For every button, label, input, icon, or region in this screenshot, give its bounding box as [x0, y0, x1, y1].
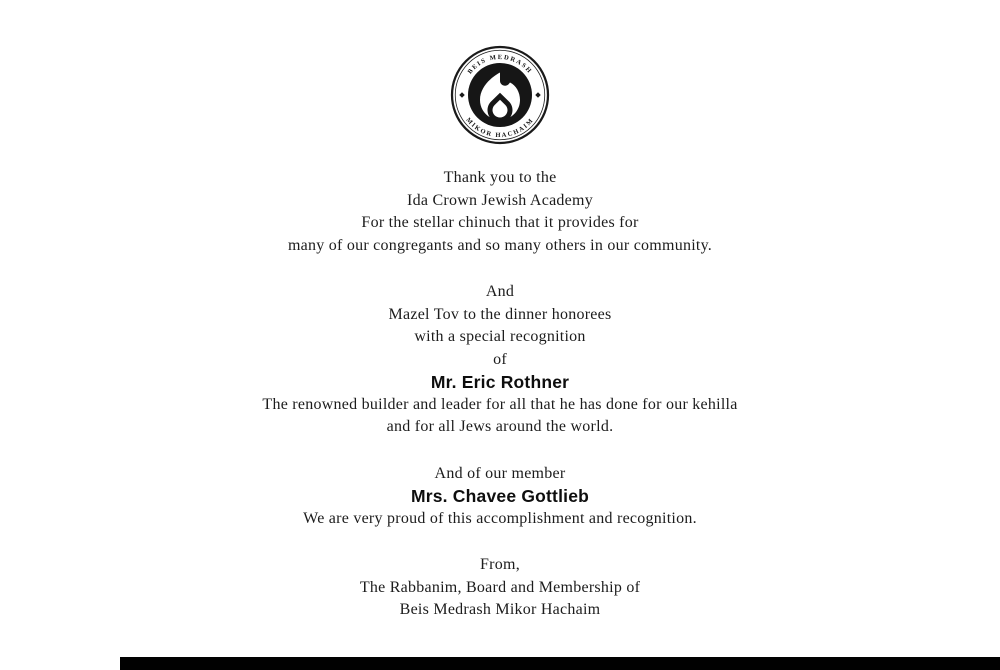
text-line: many of our congregants and so many others in our community.: [287, 236, 713, 254]
text-line: And: [485, 283, 515, 300]
tribute-message: [0, 167, 1000, 622]
seal-bottom-arc-text: MIKOR HACHAIM: [464, 116, 536, 140]
congregation-seal: [450, 45, 550, 145]
congregation-logo: [450, 45, 550, 145]
bottom-black-bar: [120, 657, 1000, 670]
member-paragraph: [0, 463, 1000, 531]
text-line: We are very proud of this accomplishment and recognition.: [303, 509, 697, 527]
honoree-name-eric-rothner: Mr. Eric Rothner: [430, 372, 570, 392]
ornament-diamond-right-icon: [535, 92, 541, 98]
text-line: The renowned builder and leader for all that he has done for our kehilla: [262, 395, 738, 413]
text-line: Beis Medrash Mikor Hachaim: [399, 601, 601, 618]
ornament-diamond-left-icon: [459, 92, 465, 98]
text-line: For the stellar chinuch that it provides for: [361, 214, 639, 231]
thanks-paragraph: [0, 167, 1000, 257]
text-line: The Rabbanim, Board and Membership of: [359, 578, 641, 596]
text-line: with a special recognition: [414, 328, 586, 345]
text-line: of: [493, 350, 507, 368]
signoff-paragraph: [0, 554, 1000, 622]
text-line-academy: Ida Crown Jewish Academy: [407, 191, 593, 209]
text-line: Thank you to the: [443, 169, 557, 186]
seal-top-arc-text: BEIS MEDRASH: [466, 53, 534, 76]
text-line: From,: [480, 556, 520, 573]
mazel-tov-paragraph: [0, 281, 1000, 439]
text-line: and for all Jews around the world.: [386, 418, 614, 435]
text-line: And of our member: [434, 464, 566, 482]
text-line: Mazel Tov to the dinner honorees: [388, 305, 612, 323]
honoree-name-chavee-gottlieb: Mrs. Chavee Gottlieb: [410, 486, 590, 506]
